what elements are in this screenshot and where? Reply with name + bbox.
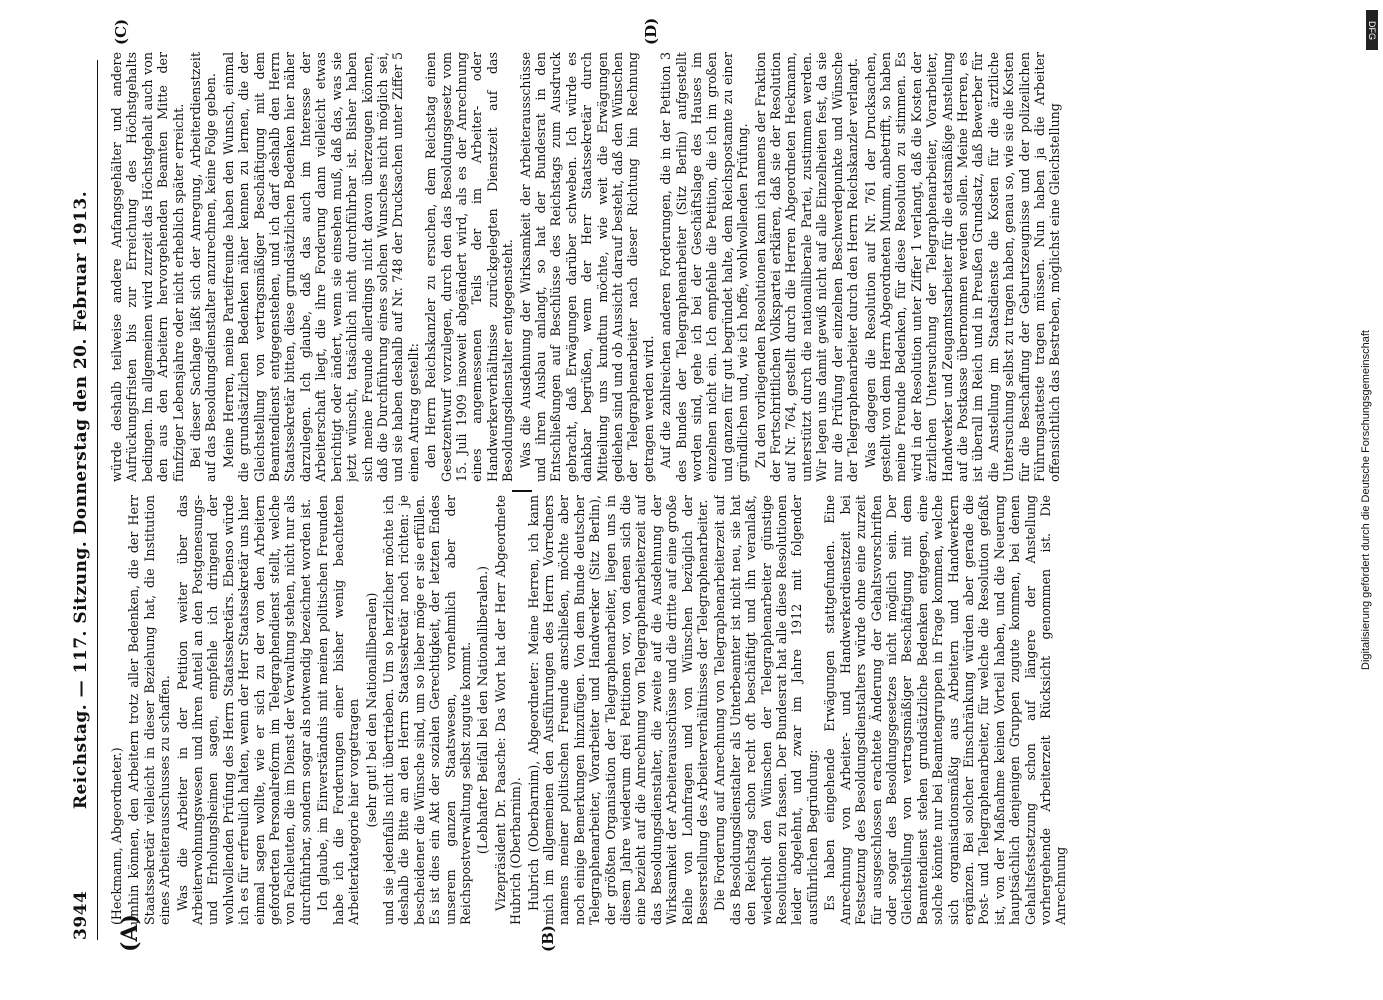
quoted-text: würde deshalb teilweise andere Anfangsgehälter und andere Aufrückungsfristen bis zur Erreichung des Höchstgehalts bedingen. Im allgemeinen wird zurzeit das Höchstgehalt auch von den aus den Arbeitern hervorgehenden Beamten Mitte der fünfziger Lebensjahre oder nicht erheblich später erreicht. xyxy=(108,52,186,482)
rotated-page xyxy=(57,17,1327,960)
margin-letter-c: (C) xyxy=(111,18,130,45)
digitization-note xyxy=(1352,8,1380,993)
page-number: 3944 xyxy=(70,890,91,940)
margin-letter-a: (A) xyxy=(116,914,143,952)
quoted-text: Bei dieser Sachlage läßt sich der Anregung, Arbeiterdienstzeit auf das Besoldungsdienstalter anzurechnen, keine Folge geben. xyxy=(187,52,218,482)
page-title: Reichstag. — 117. Sitzung. Donnerstag den 20. Februar 1913. xyxy=(70,190,91,810)
speech-start: Hubrich (Oberbarnim), Abgeordneter: Meine Herren, ich kann mich im allgemeinen den Ausführungen des Herrn Vorredners namens meiner politischen Freunde anschließen, möchte aber noch einige Bemerkungen hinzufügen. Von dem Bunde deutscher Telegraphenarbeiter, Vorarbeiter und Handwerker (Sitz Berlin), der größten Organisation der Telegraphenarbeiter, liegen uns in diesem Jahre wiederum drei Petitionen vor, von denen sich die eine bezieht auf die Anrechnung von Telegraphenarbeiterzeit auf das Besoldungsdienstalter, die zweite auf die Ausdehnung der Wirksamkeit der Arbeiterausschüsse und die dritte auf eine große Reihe von Lohnfragen und von Wünschen bezüglich der Besserstellung des Arbeiterverhältnisses der Telegraphenarbeiter. xyxy=(525,495,710,925)
paragraph: Ich glaube, im Einverständnis mit meinen politischen Freunden habe ich die Forderungen einer bisher wenig beachteten Arbeiterkategorie hier vorgetragen xyxy=(314,495,361,925)
paragraph: Zu den vorliegenden Resolutionen kann ich namens der Fraktion der Fortschrittlichen Volkspartei erklären, daß sie der Resolution auf Nr. 764, gestellt durch die Herren Abgeordneten Heckmann, unterstützt durch die nationalliberale Partei, zustimmen werden. Wir legen uns damit gewiß nicht auf alle Einzelheiten fest, da sie nur die Prüfung der einzelnen Beschwerdepunkte und Wünsche der Telegraphenarbeiter durch den Herrn Reichskanzler verlangt. xyxy=(752,52,860,482)
paragraph: Auf die zahlreichen anderen Forderungen, die in der Petition 3 des Bundes der Telegraphenarbeiter (Sitz Berlin) aufgestellt worden sind, gehe ich bei der Geschäftslage des Hauses im einzelnen nicht ein. Ich empfehle die Petition, die ich im großen und ganzen für gut begründet halte, dem Reichspostamte zu einer gründlichen und, wie ich hoffe, wohlwollenden Prüfung. xyxy=(657,52,750,482)
interjection: (Lebhafter Beifall bei den Nationalliberalen.) xyxy=(474,565,490,855)
margin-letter-d: (D) xyxy=(641,17,660,45)
left-column xyxy=(109,495,1297,925)
paragraph: Was dagegen die Resolution auf Nr. 761 der Drucksachen, gestellt von dem Herrn Abgeordneten Mumm, anbetrifft, so haben meine Freunde Bedenken, für diese Resolution zu stimmen. Es wird in der Resolution unter Ziffer 1 verlangt, daß die Kosten der ärztlichen Untersuchung der Telegraphenarbeiter, Vorarbeiter, Handwerker und Zeugamtsarbeiter für die etatsmäßige Anstellung auf die Postkasse übernommen werden sollen. Meine Herren, es ist überall im Reich und in Preußen Grundsatz, daß Bewerber für die Anstellung im Staatsdienste die Kosten für die ärztliche Untersuchung selbst zu tragen haben, genau so, wie sie die Kosten für die Beschaffung der Geburtszeugnisse und der polizeilichen Führungsatteste tragen müssen. Nun haben ja die Arbeiter offensichtlich das Bestreben, möglichst eine Gleichstellung xyxy=(862,52,1062,482)
right-column xyxy=(109,52,1297,482)
paragraph: Die Forderung auf Anrechnung von Telegraphenarbeiterzeit auf das Besoldungsdienstalter als Unterbeamter ist nicht neu, sie hat den Reichstag schon recht oft beschäftigt und ihn veranlaßt, wiederholt den Wünschen der Telegraphenarbeiter günstige Resolutionen zu fassen. Der Bundesrat hat alle diese Resolutionen leider abgelehnt, und zwar im Jahre 1912 mit folgender ausführlichen Begründung: xyxy=(711,495,820,925)
quoted-motion: den Herrn Reichskanzler zu ersuchen, dem Reichstag einen Gesetzentwurf vorzulegen, durch den das Besoldungsgesetz vom 15. Juli 1909 insoweit abgeändert wird, als es der Anrechnung eines angemessenen Teils der im Arbeiter- oder Handwerkerverhältnisse zurückgelegten Dienstzeit auf das Besoldungsdienstalter entgegensteht. xyxy=(422,52,515,482)
chair-remark: Vizepräsident Dr. Paasche: Das Wort hat der Herr Abgeordnete Hubrich (Oberbarnim). xyxy=(492,495,523,925)
dfg-logo: DFG xyxy=(1366,10,1378,50)
header-rule xyxy=(97,60,98,940)
quoted-text: Es haben eingehende Erwägungen stattgefunden. Eine Anrechnung von Arbeiter- und Handwerkerdienstzeit bei Festsetzung des Besoldungsdienstalters würde ohne eine zurzeit für ausgeschlossen erachtete Änderung der Gehaltsvorschriften oder sogar des Besoldungsgesetzes nicht möglich sein. Der Gleichstellung von vertragsmäßiger Beschäftigung mit dem Beamtendienst stehen grundsätzliche Bedenken entgegen, eine solche könnte nur bei Beamtengruppen in Frage kommen, welche sich organisationsmäßig aus Arbeitern und Handwerkern ergänzen. Bei solcher Einschränkung würden aber gerade die Post- und Telegraphenarbeiter, für welche die Resolution gefaßt ist, von der Maßnahme keinen Vorteil haben, und die Neuerung hauptsächlich denjenigen Gruppen zugute kommen, bei denen Gehaltsfestsetzung schon auf längere der Anstellung vorhergehende Arbeiterzeit Rücksicht genommen ist. Die Anrechnung xyxy=(821,495,1068,925)
digitization-note-text: Digitalisierung gefördert durch die Deutsche Forschungsgemeinschaft xyxy=(1360,330,1372,670)
paragraph: Was die Ausdehnung der Wirksamkeit der Arbeiterausschüsse und ihren Ausbau anlangt, so hat der Bundesrat in den Entschließungen auf Beschlüsse des Reichstags zum Ausdruck gebracht, daß Erwägungen darüber schweben. Ich würde es dankbar begrüßen, wenn der Herr Staatssekretär durch Mitteilung uns kundtun möchte, wie weit die Erwägungen gediehen sind und ob Aussicht darauf besteht, daß den Wünschen der Telegraphenarbeiter nach dieser Richtung hin Rechnung getragen werden wird. xyxy=(517,52,656,482)
speaker-tag: (Heckmann, Abgeordneter.) xyxy=(108,747,124,925)
paragraph: und sie jedenfalls nicht übertrieben. Um so herzlicher möchte ich deshalb die Bitte an den Herrn Staatssekretär noch richten: je bescheidener die Wünsche sind, um so lieber möge er sie erfüllen. Es ist dies ein Akt der sozialen Gerechtigkeit, der letzten Endes unserem ganzen Staatswesen, vornehmlich aber der Reichspostverwaltung selbst zugute kommt. xyxy=(380,495,473,925)
paragraph: Meine Herren, meine Parteifreunde haben den Wunsch, einmal die grundsätzlichen Bedenken näher kennen zu lernen, die der Gleichstellung von vertragsmäßiger Beschäftigung mit dem Beamtendienst entgegenstehen, und ich darf deshalb den Herrn Staatssekretär bitten, diese grundsätzlichen Bedenken hier näher darzulegen. Ich glaube, daß das auch im Interesse der Arbeiterschaft liegt, die ihre Forderung dann vielleicht etwas berichtigt oder ändert, wenn sie einsehen muß, daß das, was sie jetzt wünscht, tatsächlich nicht durchführbar ist. Bisher haben sich meine Freunde allerdings nicht davon überzeugen können, daß die Durchführung eines solchen Wunsches nicht möglich sei, und sie haben deshalb auf Nr. 748 der Drucksachen unter Ziffer 5 einen Antrag gestellt: xyxy=(220,52,421,482)
running-head xyxy=(71,60,93,940)
column-divider xyxy=(512,490,532,492)
margin-letter-b: (B) xyxy=(538,925,557,952)
interjection: (sehr gut! bei den Nationalliberalen) xyxy=(363,592,378,828)
paragraph: umhin können, den Arbeitern trotz aller Bedenken, die der Herr Staatssekretär vielleicht in dieser Beziehung hat, die Institution eines Arbeiterausschusses zu schaffen. xyxy=(125,495,172,925)
paragraph: Was die Arbeiter in der Petition weiter über das Arbeiterwohnungswesen und ihren Anteil an den Postgenesungs- und Erholungsheimen sagen, empfehle ich dringend der wohlwollenden Prüfung des Herrn Staatssekretärs. Ebenso würde ich es für erfreulich halten, wenn der Herr Staatssekretär uns hier einmal sagen wollte, wie er sich zu der von den Arbeitern geforderten Personalreform im Telegraphendienst stellt, welche von Fachleuten, die im Dienst der Verwaltung stehen, nicht nur als durchführbar, sondern sogar als notwendig bezeichnet worden ist. xyxy=(174,495,313,925)
